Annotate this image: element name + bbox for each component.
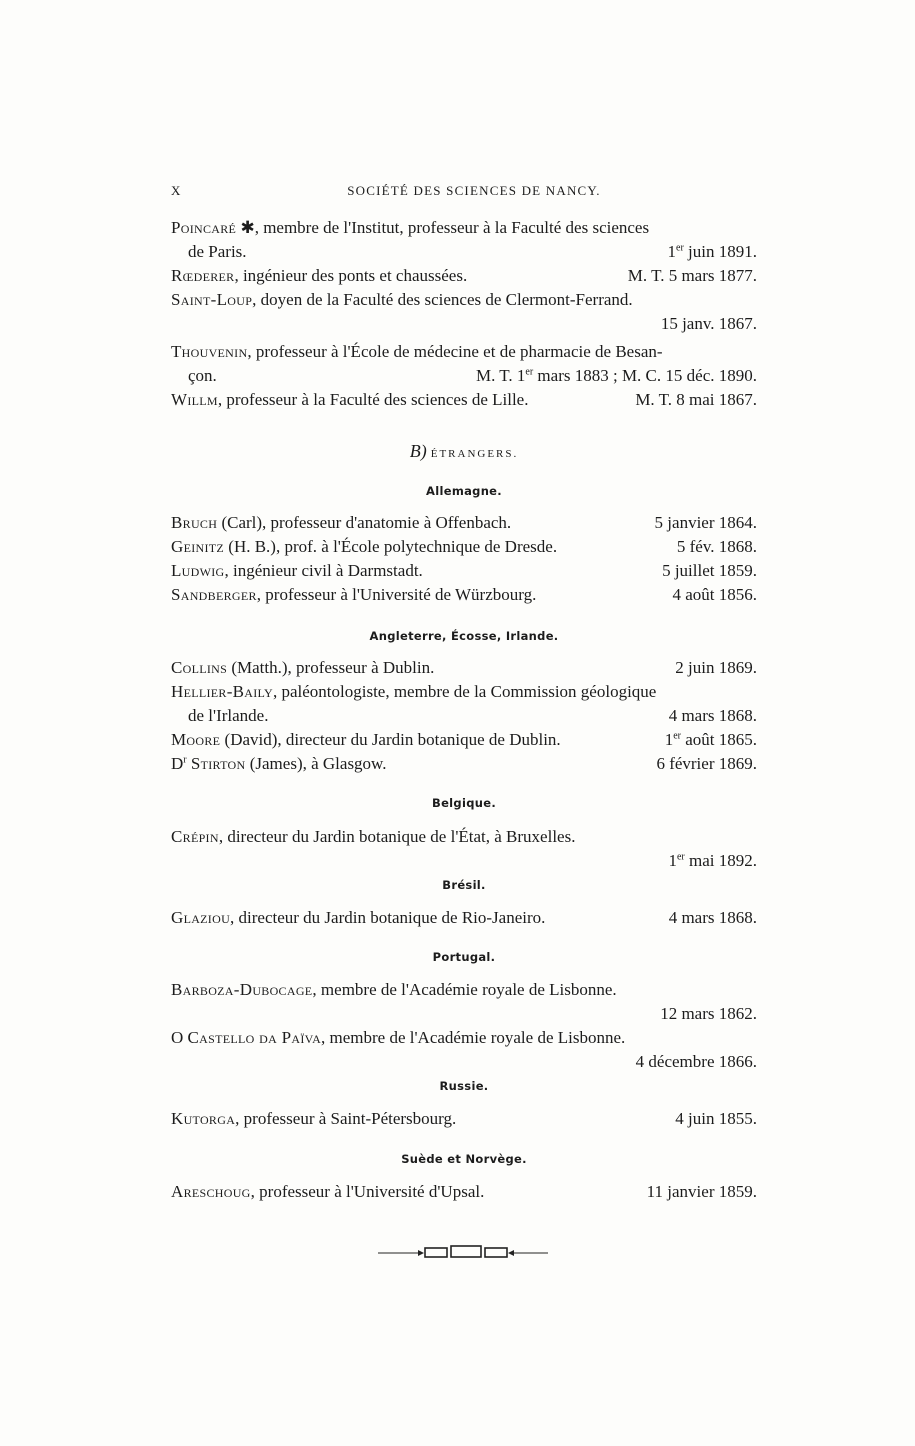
country-heading: Allemagne. — [426, 484, 502, 498]
member-date: 1er juin 1891. — [667, 242, 757, 261]
list-item: Moore (David), directeur du Jardin botanique de Dublin. 1er août 1865. — [171, 728, 757, 752]
country-list-belgique — [171, 825, 757, 873]
member-date: M. T. 1er mars 1883 ; M. C. 15 déc. 1890. — [475, 366, 757, 385]
member-name: Poincaré — [171, 218, 237, 237]
member-name: Areschoug — [171, 1182, 251, 1201]
list-item: $D^r$ Stirton (James), à Glasgow. 6 février 1869. — [171, 752, 757, 776]
member-name: Bruch — [171, 513, 218, 532]
member-date: 4 décembre 1866. — [635, 1052, 757, 1071]
list-item: Areschoug, professeur à l'Université d'Upsal. 11 janvier 1859. — [171, 1180, 757, 1204]
list-item: Crépin, directeur du Jardin botanique de l'État, à Bruxelles. — [171, 827, 576, 846]
country-heading: Russie. — [439, 1079, 489, 1093]
member-date: 12 mars 1862. — [660, 1004, 757, 1023]
country-heading: Suède et Norvège. — [401, 1152, 527, 1166]
member-date: M. T. 5 mars 1877. — [627, 266, 757, 285]
country-heading: Angleterre, Écosse, Irlande. — [369, 629, 559, 643]
member-name: Castello da Païva — [187, 1028, 322, 1047]
list-item: Barboza-Dubocage, membre de l'Académie royale de Lisbonne. — [171, 980, 617, 999]
running-title: SOCIÉTÉ DES SCIENCES DE NANCY. — [347, 183, 601, 198]
country-list-bresil — [171, 906, 757, 930]
page-number: X — [171, 183, 182, 198]
member-name: Rœderer — [171, 266, 235, 285]
member-name: Barboza-Dubocage — [171, 980, 313, 999]
country-list-angleterre: Collins (Matth.), professeur à Dublin. 2 juin 1869. Hellier-Baily, paléontologiste, membre de la Commission géologique de l'Irlande. 4 mars 1868. Moore (David), directeur du Jardin botanique de Dublin. 1er août 1865. $D^r$ Stirton (James), à Glasgow. 6 février 1869. — [171, 656, 757, 776]
list-item: Bruch (Carl), professeur d'anatomie à Offenbach. 5 janvier 1864. — [171, 511, 757, 535]
member-name: Geinitz — [171, 537, 225, 556]
member-date: 5 janvier 1864. — [654, 513, 757, 532]
member-date: 4 août 1856. — [672, 585, 757, 604]
country-list-russie — [171, 1107, 757, 1131]
member-name: Thouvenin — [171, 342, 248, 361]
country-heading: Brésil. — [442, 878, 486, 892]
list-item: Kutorga, professeur à Saint-Pétersbourg. 4 juin 1855. — [171, 1107, 757, 1131]
member-date: 4 mars 1868. — [668, 706, 757, 725]
member-date: 5 juillet 1859. — [662, 561, 757, 580]
page-header — [171, 183, 757, 203]
country-heading: Belgique. — [432, 796, 496, 810]
section-name: ÉTRANGERS. — [430, 448, 519, 460]
member-name: Moore — [171, 730, 221, 749]
list-item: Hellier-Baily, paléontologiste, membre de la Commission géologique — [171, 682, 657, 701]
member-date: 4 mars 1868. — [668, 908, 757, 927]
member-name: Kutorga — [171, 1109, 236, 1128]
member-entry: Saint-Loup, doyen de la Faculté des sciences de Clermont-Ferrand. 15 janv. 1867. — [171, 288, 757, 336]
section-letter: B) — [409, 441, 427, 461]
country-heading: Portugal. — [432, 950, 496, 964]
member-name: Crépin — [171, 827, 219, 846]
member-name: Sandberger — [171, 585, 257, 604]
country-list-allemagne — [171, 511, 757, 607]
member-date: 4 juin 1855. — [675, 1109, 757, 1128]
member-date: 6 février 1869. — [656, 754, 757, 773]
member-name: Stirton — [190, 754, 246, 773]
list-item: Glaziou, directeur du Jardin botanique de Rio-Janeiro. 4 mars 1868. — [171, 906, 757, 930]
list-item: Ludwig, ingénieur civil à Darmstadt. 5 juillet 1859. — [171, 559, 757, 583]
member-date: 1er août 1865. — [664, 730, 757, 749]
member-date: 11 janvier 1859. — [646, 1182, 757, 1201]
member-date: 2 juin 1869. — [675, 658, 757, 677]
member-name: Willm — [171, 390, 218, 409]
member-entry: Thouvenin, professeur à l'École de médecine et de pharmacie de Besan- çon. M. T. 1er mars 1883 ; M. C. 15 déc. 1890. — [171, 340, 757, 388]
member-name: Ludwig — [171, 561, 225, 580]
country-list-suede — [171, 1180, 757, 1204]
member-date: 15 janv. 1867. — [660, 314, 757, 333]
member-date: 1er mai 1892. — [668, 851, 757, 870]
list-item: Geinitz (H. B.), prof. à l'École polytechnique de Dresde. 5 fév. 1868. — [171, 535, 757, 559]
list-item: Sandberger, professeur à l'Université de Würzbourg. 4 août 1856. — [171, 583, 757, 607]
member-name: Hellier-Baily — [171, 682, 273, 701]
decoration-mark: ✱ — [240, 218, 255, 237]
section-heading — [171, 441, 757, 462]
end-ornament-icon — [378, 1243, 548, 1261]
member-entry: Rœderer, ingénieur des ponts et chaussées. M. T. 5 mars 1877. — [171, 264, 757, 288]
country-list-portugal — [171, 978, 757, 1074]
member-date: M. T. 8 mai 1867. — [635, 390, 757, 409]
list-item: Collins (Matth.), professeur à Dublin. 2 juin 1869. — [171, 656, 757, 680]
member-entry: Willm, professeur à la Faculté des sciences de Lille. M. T. 8 mai 1867. — [171, 388, 757, 412]
list-item: O Castello da Païva, membre de l'Académie royale de Lisbonne. — [171, 1028, 626, 1047]
member-entry: Poincaré ✱, membre de l'Institut, professeur à la Faculté des sciences de Paris. 1er juin 1891. — [171, 216, 757, 264]
member-name: Collins — [171, 658, 228, 677]
member-name: Saint-Loup — [171, 290, 253, 309]
member-date: 5 fév. 1868. — [676, 537, 757, 556]
member-name: Glaziou — [171, 908, 231, 927]
